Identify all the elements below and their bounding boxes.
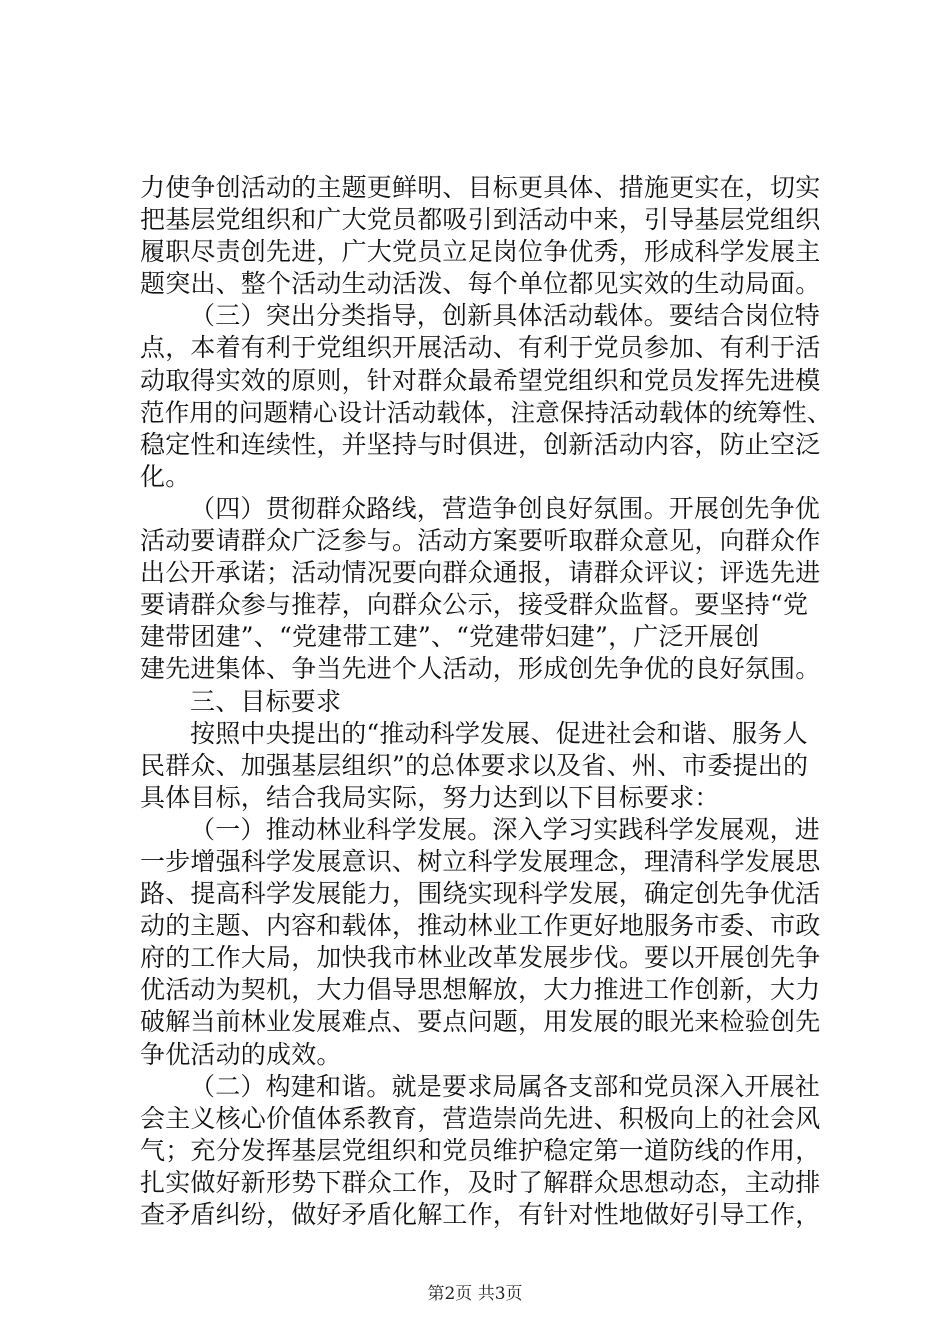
document-body xyxy=(140,172,840,1231)
text-line: 扎实做好新形势下群众工作，及时了解群众思想动态，主动排 xyxy=(140,1167,821,1197)
text-line: 动的主题、内容和载体，推动林业工作更好地服务市委、市政 xyxy=(140,911,821,941)
text-line: 争优活动的成效。 xyxy=(140,1039,342,1069)
text-line: 三、目标要求 xyxy=(190,686,342,716)
text-line: （一）推动林业科学发展。深入学习实践科学发展观，进 xyxy=(190,814,821,844)
text-line: （三）突出分类指导，创新具体活动载体。要结合岗位特 xyxy=(190,301,821,331)
text-line: 化。 xyxy=(140,461,191,491)
text-line: 按照中央提出的“推动科学发展、促进社会和谐、服务人 xyxy=(190,718,808,748)
text-line: 把基层党组织和广大党员都吸引到活动中来，引导基层党组织 xyxy=(140,205,821,235)
text-line: 范作用的问题精心设计活动载体，注意保持活动载体的统筹性、 xyxy=(140,397,832,427)
text-line: 气；充分发挥基层党组织和党员维护稳定第一道防线的作用， xyxy=(140,1135,821,1165)
text-line: 路、提高科学发展能力，围绕实现科学发展，确定创先争优活 xyxy=(140,879,821,909)
text-line: （二）构建和谐。就是要求局属各支部和党员深入开展社 xyxy=(190,1071,821,1101)
text-line: 点，本着有利于党组织开展活动、有利于党员参加、有利于活 xyxy=(140,333,821,363)
text-line: 会主义核心价值体系教育，营造崇尚先进、积极向上的社会风 xyxy=(140,1103,821,1133)
text-line: 优活动为契机，大力倡导思想解放，大力推进工作创新，大力 xyxy=(140,975,821,1005)
text-line: 一步增强科学发展意识、树立科学发展理念，理清科学发展思 xyxy=(140,846,821,876)
page-footer: 第2页 共3页 xyxy=(427,1284,523,1304)
text-line: 出公开承诺；活动情况要向群众通报，请群众评议；评选先进 xyxy=(140,558,821,588)
text-line: 府的工作大局，加快我市林业改革发展步伐。要以开展创先争 xyxy=(140,943,821,973)
text-line: 建带团建”、“党建带工建”、“党建带妇建”，广泛开展创 xyxy=(140,622,760,652)
text-line: 活动要请群众广泛参与。活动方案要听取群众意见，向群众作 xyxy=(140,526,821,556)
text-line: 动取得实效的原则，针对群众最希望党组织和党员发挥先进模 xyxy=(140,365,821,395)
text-line: 建先进集体、争当先进个人活动，形成创先争优的良好氛围。 xyxy=(140,654,821,684)
text-line: 力使争创活动的主题更鲜明、目标更具体、措施更实在，切实 xyxy=(140,173,821,202)
text-line: 破解当前林业发展难点、要点问题，用发展的眼光来检验创先 xyxy=(140,1007,821,1037)
text-line: 民群众、加强基层组织”的总体要求以及省、州、市委提出的 xyxy=(140,750,809,780)
text-line: 履职尽责创先进，广大党员立足岗位争优秀，形成科学发展主 xyxy=(140,237,821,267)
text-line: 稳定性和连续性，并坚持与时俱进，创新活动内容，防止空泛 xyxy=(140,429,821,459)
text-line: 要请群众参与推荐，向群众公示，接受群众监督。要坚持“党 xyxy=(140,590,809,620)
text-line: 题突出、整个活动生动活泼、每个单位都见实效的生动局面。 xyxy=(140,269,821,299)
text-line: （四）贯彻群众路线，营造争创良好氛围。开展创先争优 xyxy=(190,493,821,523)
text-line: 查矛盾纠纷，做好矛盾化解工作，有针对性地做好引导工作， xyxy=(140,1200,821,1229)
text-line: 具体目标，结合我局实际，努力达到以下目标要求： xyxy=(140,782,720,812)
